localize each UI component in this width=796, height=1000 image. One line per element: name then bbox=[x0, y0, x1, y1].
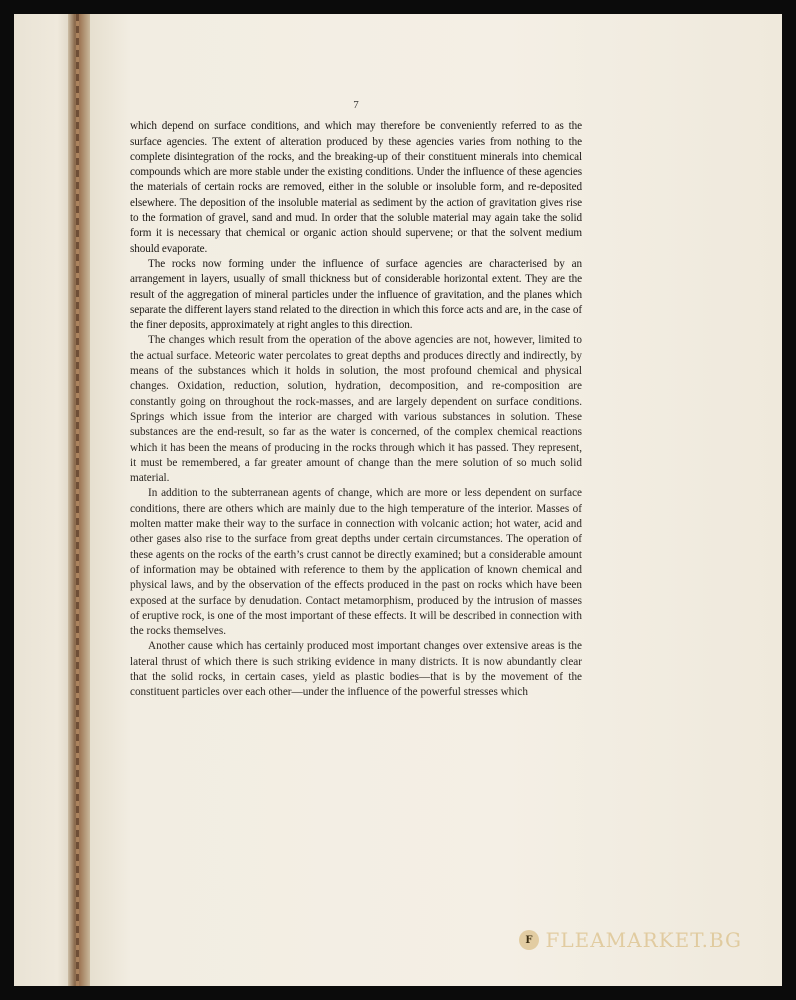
paragraph-3: The changes which result from the operation of the above agencies are not, however, limited to the actual surface. Meteoric water percolates to great depths and produces directly and indirectly, by means of the substances which it holds in solution, the most profound chemical and physical changes. Oxidation, reduction, solution, hydration, decomposition, and re-composition are constantly going on throughout the rock-masses, and are largely dependent on surface conditions. Springs which issue from the interior are charged with various substances in solution. These substances are the end-result, so far as the water is concerned, of the complex chemical reactions which it has been the means of producing in the rocks through which it has passed. They represent, it must be remembered, a far greater amount of change than the mere solution of so much solid material. bbox=[130, 334, 582, 485]
paragraph-5: Another cause which has certainly produced most important changes over extensive areas is the lateral thrust of which there is such striking evidence in many districts. It is now abundantly clear that the solid rocks, in certain cases, yield as plastic bodies—that is by the movement of the constituent particles over each other—under the influence of the powerful stresses which bbox=[130, 640, 582, 699]
paragraph-4: In addition to the subterranean agents of change, which are more or less dependent on surface conditions, there are others which are mainly due to the high temperature of the interior. Masses of molten matter make their way to the surface in connection with volcanic action; hot water, acid and other gases also rise to the surface from great depths under certain circumstances. The operation of these agents on the rocks of the earth’s crust cannot be directly examined; but a considerable amount of information may be obtained with reference to them by the application of known chemical and physical laws, and by the observation of the effects produced in the past on rocks which have been exposed at the surface by denudation. Contact metamorphism, produced by the intrusion of masses of eruptive rock, is one of the most important of these effects. It will be described in connection with the rocks themselves. bbox=[130, 487, 582, 638]
book-gutter bbox=[68, 14, 90, 986]
watermark-logo-icon: F bbox=[519, 930, 539, 950]
left-page-edge bbox=[14, 14, 76, 986]
page-content bbox=[130, 98, 582, 701]
watermark-text: FLEAMARKET.BG bbox=[545, 928, 742, 952]
watermark bbox=[519, 928, 742, 952]
page-number: 7 bbox=[353, 99, 359, 111]
paragraph-2: The rocks now forming under the influence of surface agencies are characterised by an arrangement in layers, usually of small thickness but of considerable horizontal extent. They are the result of the aggregation of mineral particles under the influence of gravitation, and the planes which separate the different layers stand related to the direction in which this force acts and are, in the case of the finer deposits, approximately at right angles to this direction. bbox=[130, 257, 582, 332]
paragraph-1: which depend on surface conditions, and which may therefore be conveniently referred to as the surface agencies. The extent of alteration produced by these agencies varies from nothing to the complete disintegration of the rocks, and the breaking-up of their constituent minerals into chemical compounds which are more stable under the existing conditions. Under the influence of these agencies the materials of certain rocks are removed, either in the soluble or insoluble form, and re-deposited elsewhere. The deposition of the insoluble material as sediment by the action of gravitation gives rise to the formation of gravel, sand and mud. In order that the soluble material may again take the solid form it is necessary that chemical or organic action should supervene; or that the solvent medium should evaporate. bbox=[130, 120, 582, 255]
photo-frame bbox=[14, 14, 782, 986]
